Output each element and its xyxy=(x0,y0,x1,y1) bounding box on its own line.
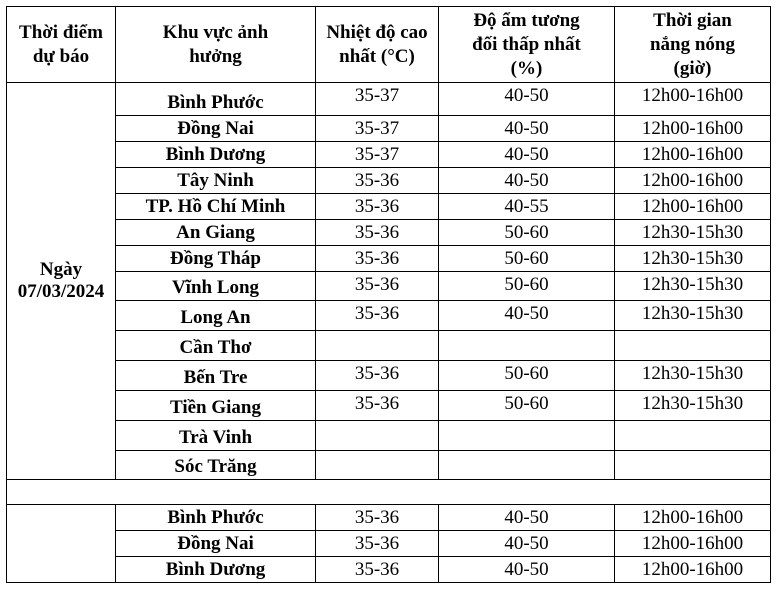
heat-hours-cell: 12h00-16h00 xyxy=(615,116,771,142)
heat-forecast-table xyxy=(6,6,771,583)
temperature-cell xyxy=(316,421,439,451)
temperature-cell: 35-37 xyxy=(316,116,439,142)
heat-hours-cell: 12h00-16h00 xyxy=(615,168,771,194)
table-row xyxy=(7,168,771,194)
humidity-cell: 40-50 xyxy=(439,531,615,557)
heat-hours-cell xyxy=(615,421,771,451)
humidity-cell: 50-60 xyxy=(439,361,615,391)
header-forecast-time: Thời điểm dự báo xyxy=(7,7,116,83)
humidity-cell: 40-50 xyxy=(439,557,615,583)
temperature-cell: 35-36 xyxy=(316,301,439,331)
table-row xyxy=(7,301,771,331)
temperature-cell: 35-37 xyxy=(316,83,439,116)
heat-hours-cell: 12h30-15h30 xyxy=(615,246,771,272)
humidity-cell: 50-60 xyxy=(439,272,615,301)
area-cell: Đồng Nai xyxy=(116,531,316,557)
humidity-cell: 40-50 xyxy=(439,168,615,194)
temperature-cell: 35-36 xyxy=(316,194,439,220)
separator-row xyxy=(7,480,771,505)
area-cell: TP. Hồ Chí Minh xyxy=(116,194,316,220)
table-row xyxy=(7,220,771,246)
table-row xyxy=(7,531,771,557)
heat-hours-cell: 12h30-15h30 xyxy=(615,361,771,391)
table-row xyxy=(7,331,771,361)
header-row xyxy=(7,7,771,83)
table-row xyxy=(7,421,771,451)
temperature-cell: 35-36 xyxy=(316,391,439,421)
temperature-cell: 35-36 xyxy=(316,505,439,531)
heat-hours-cell: 12h30-15h30 xyxy=(615,272,771,301)
forecast-date-cell xyxy=(7,83,116,480)
humidity-cell: 40-50 xyxy=(439,83,615,116)
table-row xyxy=(7,142,771,168)
table-row xyxy=(7,451,771,480)
heat-hours-cell: 12h00-16h00 xyxy=(615,83,771,116)
area-cell: Bình Phước xyxy=(116,505,316,531)
heat-hours-cell: 12h00-16h00 xyxy=(615,505,771,531)
temperature-cell: 35-36 xyxy=(316,361,439,391)
header-min-humidity: Độ ẩm tương đối thấp nhất (%) xyxy=(439,7,615,83)
table-row xyxy=(7,83,771,116)
table-row xyxy=(7,272,771,301)
temperature-cell: 35-36 xyxy=(316,168,439,194)
date-label: Ngày xyxy=(39,259,83,280)
humidity-cell: 40-55 xyxy=(439,194,615,220)
heat-hours-cell: 12h00-16h00 xyxy=(615,531,771,557)
area-cell: Vĩnh Long xyxy=(116,272,316,301)
temperature-cell: 35-37 xyxy=(316,142,439,168)
date-value: 07/03/2024 xyxy=(17,281,105,302)
heat-hours-cell: 12h00-16h00 xyxy=(615,557,771,583)
area-cell: Long An xyxy=(116,301,316,331)
table-row xyxy=(7,391,771,421)
table-row xyxy=(7,116,771,142)
area-cell: Bình Dương xyxy=(116,142,316,168)
temperature-cell: 35-36 xyxy=(316,531,439,557)
temperature-cell: 35-36 xyxy=(316,272,439,301)
heat-hours-cell: 12h30-15h30 xyxy=(615,220,771,246)
area-cell: Tiền Giang xyxy=(116,391,316,421)
heat-hours-cell xyxy=(615,331,771,361)
humidity-cell xyxy=(439,331,615,361)
area-cell: Sóc Trăng xyxy=(116,451,316,480)
temperature-cell xyxy=(316,451,439,480)
humidity-cell: 50-60 xyxy=(439,220,615,246)
humidity-cell: 50-60 xyxy=(439,246,615,272)
heat-hours-cell: 12h00-16h00 xyxy=(615,142,771,168)
area-cell: An Giang xyxy=(116,220,316,246)
table-row xyxy=(7,194,771,220)
forecast-date-cell xyxy=(7,505,116,583)
table-row xyxy=(7,246,771,272)
humidity-cell xyxy=(439,421,615,451)
area-cell: Cần Thơ xyxy=(116,331,316,361)
header-max-temperature: Nhiệt độ cao nhất (°C) xyxy=(316,7,439,83)
area-cell: Bình Dương xyxy=(116,557,316,583)
header-affected-area: Khu vực ảnh hưởng xyxy=(116,7,316,83)
heat-hours-cell: 12h30-15h30 xyxy=(615,301,771,331)
area-cell: Đồng Nai xyxy=(116,116,316,142)
table-row xyxy=(7,505,771,531)
heat-hours-cell: 12h00-16h00 xyxy=(615,194,771,220)
humidity-cell: 40-50 xyxy=(439,505,615,531)
humidity-cell: 40-50 xyxy=(439,301,615,331)
temperature-cell: 35-36 xyxy=(316,246,439,272)
humidity-cell xyxy=(439,451,615,480)
area-cell: Bình Phước xyxy=(116,83,316,116)
humidity-cell: 50-60 xyxy=(439,391,615,421)
humidity-cell: 40-50 xyxy=(439,116,615,142)
header-heat-hours: Thời gian nắng nóng (giờ) xyxy=(615,7,771,83)
area-cell: Bến Tre xyxy=(116,361,316,391)
temperature-cell: 35-36 xyxy=(316,557,439,583)
temperature-cell: 35-36 xyxy=(316,220,439,246)
area-cell: Đồng Tháp xyxy=(116,246,316,272)
temperature-cell xyxy=(316,331,439,361)
table-row xyxy=(7,361,771,391)
table-row xyxy=(7,557,771,583)
area-cell: Tây Ninh xyxy=(116,168,316,194)
humidity-cell: 40-50 xyxy=(439,142,615,168)
area-cell: Trà Vinh xyxy=(116,421,316,451)
heat-hours-cell: 12h30-15h30 xyxy=(615,391,771,421)
heat-hours-cell xyxy=(615,451,771,480)
